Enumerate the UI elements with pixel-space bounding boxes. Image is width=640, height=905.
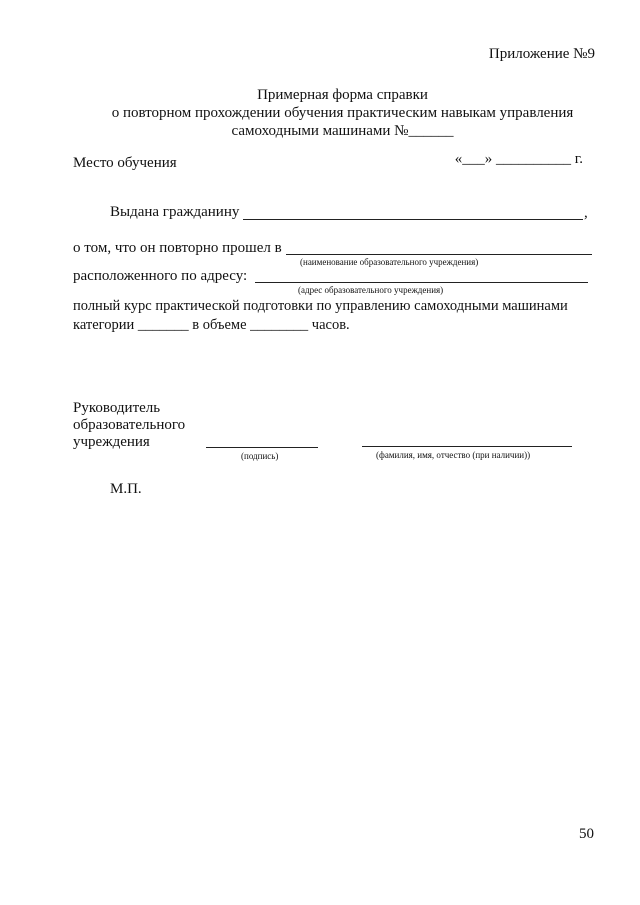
place-label: Место обучения bbox=[73, 155, 177, 171]
signatory-line-3: учреждения bbox=[73, 434, 150, 450]
completed-label: о том, что он повторно прошел в bbox=[73, 240, 282, 256]
full-name-caption: (фамилия, имя, отчество (при наличии)) bbox=[376, 450, 531, 460]
course-line-2: категории _______ в объеме ________ часов. bbox=[73, 317, 350, 333]
appendix-label: Приложение №9 bbox=[488, 46, 595, 62]
full-name-line bbox=[362, 446, 572, 447]
institution-name-line bbox=[286, 254, 592, 255]
signatory-line-2: образовательного bbox=[73, 417, 186, 433]
institution-name-caption: (наименование образовательного учреждения) bbox=[300, 257, 479, 267]
page-number: 50 bbox=[579, 826, 594, 842]
address-line bbox=[255, 282, 588, 283]
date-field: «___» __________ г. bbox=[454, 151, 583, 167]
issued-label: Выдана гражданину bbox=[110, 204, 240, 220]
course-line-1: полный курс практической подготовки по управлению самоходными машинами bbox=[73, 298, 568, 314]
signatory-line-1: Руководитель bbox=[73, 400, 161, 416]
title-line-2: о повторном прохождении обучения практическим навыкам управления bbox=[111, 105, 574, 121]
issued-comma: , bbox=[584, 205, 588, 221]
document-title bbox=[0, 86, 640, 140]
address-label: расположенного по адресу: bbox=[73, 268, 248, 284]
issued-name-line bbox=[243, 219, 583, 220]
title-line-1: Примерная форма справки bbox=[257, 87, 428, 103]
title-line-3: самоходными машинами №______ bbox=[231, 123, 454, 139]
signature-line bbox=[206, 447, 318, 448]
signatory-title bbox=[73, 400, 185, 451]
address-caption: (адрес образовательного учреждения) bbox=[298, 285, 444, 295]
signature-caption: (подпись) bbox=[241, 451, 279, 461]
stamp-label: М.П. bbox=[110, 481, 142, 497]
